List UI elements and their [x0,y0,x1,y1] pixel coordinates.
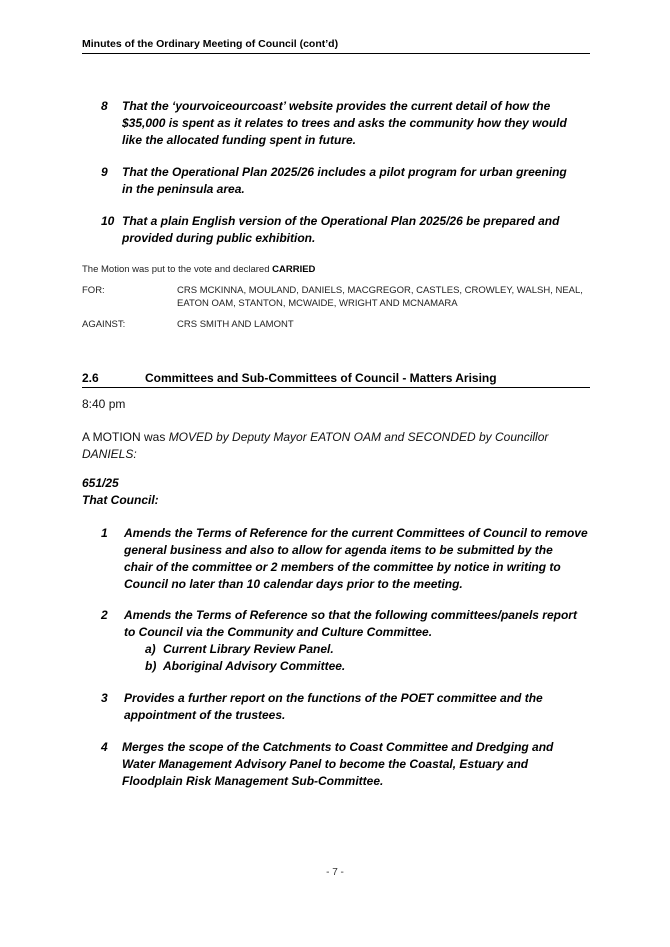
resolution-text [122,98,567,149]
resolution-line: That the ‘yourvoiceourcoast’ website provides the current detail of how the [122,99,551,113]
resolution-text [122,164,567,198]
resolution-number: 10 [101,214,115,228]
resolution-line: to Council via the Community and Culture Committee. [124,625,433,639]
resolution-text [124,607,577,641]
motion-mover: MOVED by Deputy Mayor EATON OAM and SECONDED by Councillor [168,430,549,444]
sub-item-text: Aboriginal Advisory Committee. [163,659,346,673]
vote-for-names [177,284,587,310]
vote-statement [82,263,315,276]
resolution-line: like the allocated funding spent in future. [122,133,357,147]
resolution-line: general business and also to allow for agenda items to be submitted by the [124,543,553,557]
page-number: - 7 - [326,867,344,878]
vote-for-line: CRS MCKINNA, MOULAND, DANIELS, MACGREGOR, CASTLES, CROWLEY, WALSH, NEAL, [177,285,583,296]
motion-line [82,429,592,446]
sub-item-label: b) [145,659,157,673]
resolution-item-1 [101,525,591,593]
vote-for-label: FOR: [82,285,105,296]
resolution-line: Merges the scope of the Catchments to Coast Committee and Dredging and [122,740,554,754]
sub-item-b [145,658,346,675]
resolution-line: appointment of the trustees. [124,708,286,722]
resolution-number: 4 [101,740,108,754]
resolution-number: 9 [101,165,108,179]
motion-statement [82,429,592,463]
section-title: Committees and Sub-Committees of Council - Matters Arising [145,371,497,385]
resolution-line: Floodplain Risk Management Sub-Committee. [122,774,384,788]
resolution-number-heading: 651/25 [82,476,119,490]
resolution-line: Amends the Terms of Reference for the current Committees of Council to remove [124,526,588,540]
that-council-heading: That Council: [82,493,159,507]
resolution-line: Council no later than 10 calendar days prior to the meeting. [124,577,463,591]
resolution-line: Water Management Advisory Panel to become the Coastal, Estuary and [122,757,529,771]
resolution-item-4 [101,739,591,790]
resolution-number: 3 [101,691,108,705]
resolution-line: $35,000 is spent as it relates to trees and asks the community how they would [122,116,567,130]
resolution-number: 8 [101,99,108,113]
resolution-text [124,525,588,593]
sub-item-text: Current Library Review Panel. [163,642,334,656]
meeting-time: 8:40 pm [82,397,126,411]
vote-statement-text: The Motion was put to the vote and declared [82,264,270,275]
motion-prefix: A MOTION was [82,430,166,444]
section-number: 2.6 [82,371,99,385]
resolution-number: 1 [101,526,108,540]
resolution-item-9 [101,164,591,198]
motion-seconder: DANIELS: [82,447,137,461]
section-heading [82,371,590,388]
motion-line [82,446,592,463]
resolution-item-10 [101,213,591,247]
resolution-item-8 [101,98,591,149]
vote-for-line: EATON OAM, STANTON, MCWAIDE, WRIGHT AND MCNAMARA [177,298,458,309]
resolution-line: provided during public exhibition. [122,231,316,245]
resolution-text [124,690,543,724]
sub-item-label: a) [145,642,156,656]
vote-against-label: AGAINST: [82,319,126,330]
vote-result: CARRIED [272,264,316,275]
resolution-item-3 [101,690,591,724]
resolution-line: Provides a further report on the functions of the POET committee and the [124,691,543,705]
resolution-line: Amends the Terms of Reference so that the following committees/panels report [124,608,577,622]
resolution-line: chair of the committee or 2 members of the committee by notice in writing to [124,560,561,574]
resolution-text [122,739,553,790]
sub-item-a [145,641,334,658]
resolution-line: in the peninsula area. [122,182,245,196]
resolution-line: That a plain English version of the Operational Plan 2025/26 be prepared and [122,214,560,228]
resolution-number: 2 [101,608,108,622]
vote-against-names: CRS SMITH AND LAMONT [177,319,294,330]
resolution-line: That the Operational Plan 2025/26 includes a pilot program for urban greening [122,165,567,179]
page-header: Minutes of the Ordinary Meeting of Council (cont’d) [82,38,590,54]
resolution-text [122,213,559,247]
